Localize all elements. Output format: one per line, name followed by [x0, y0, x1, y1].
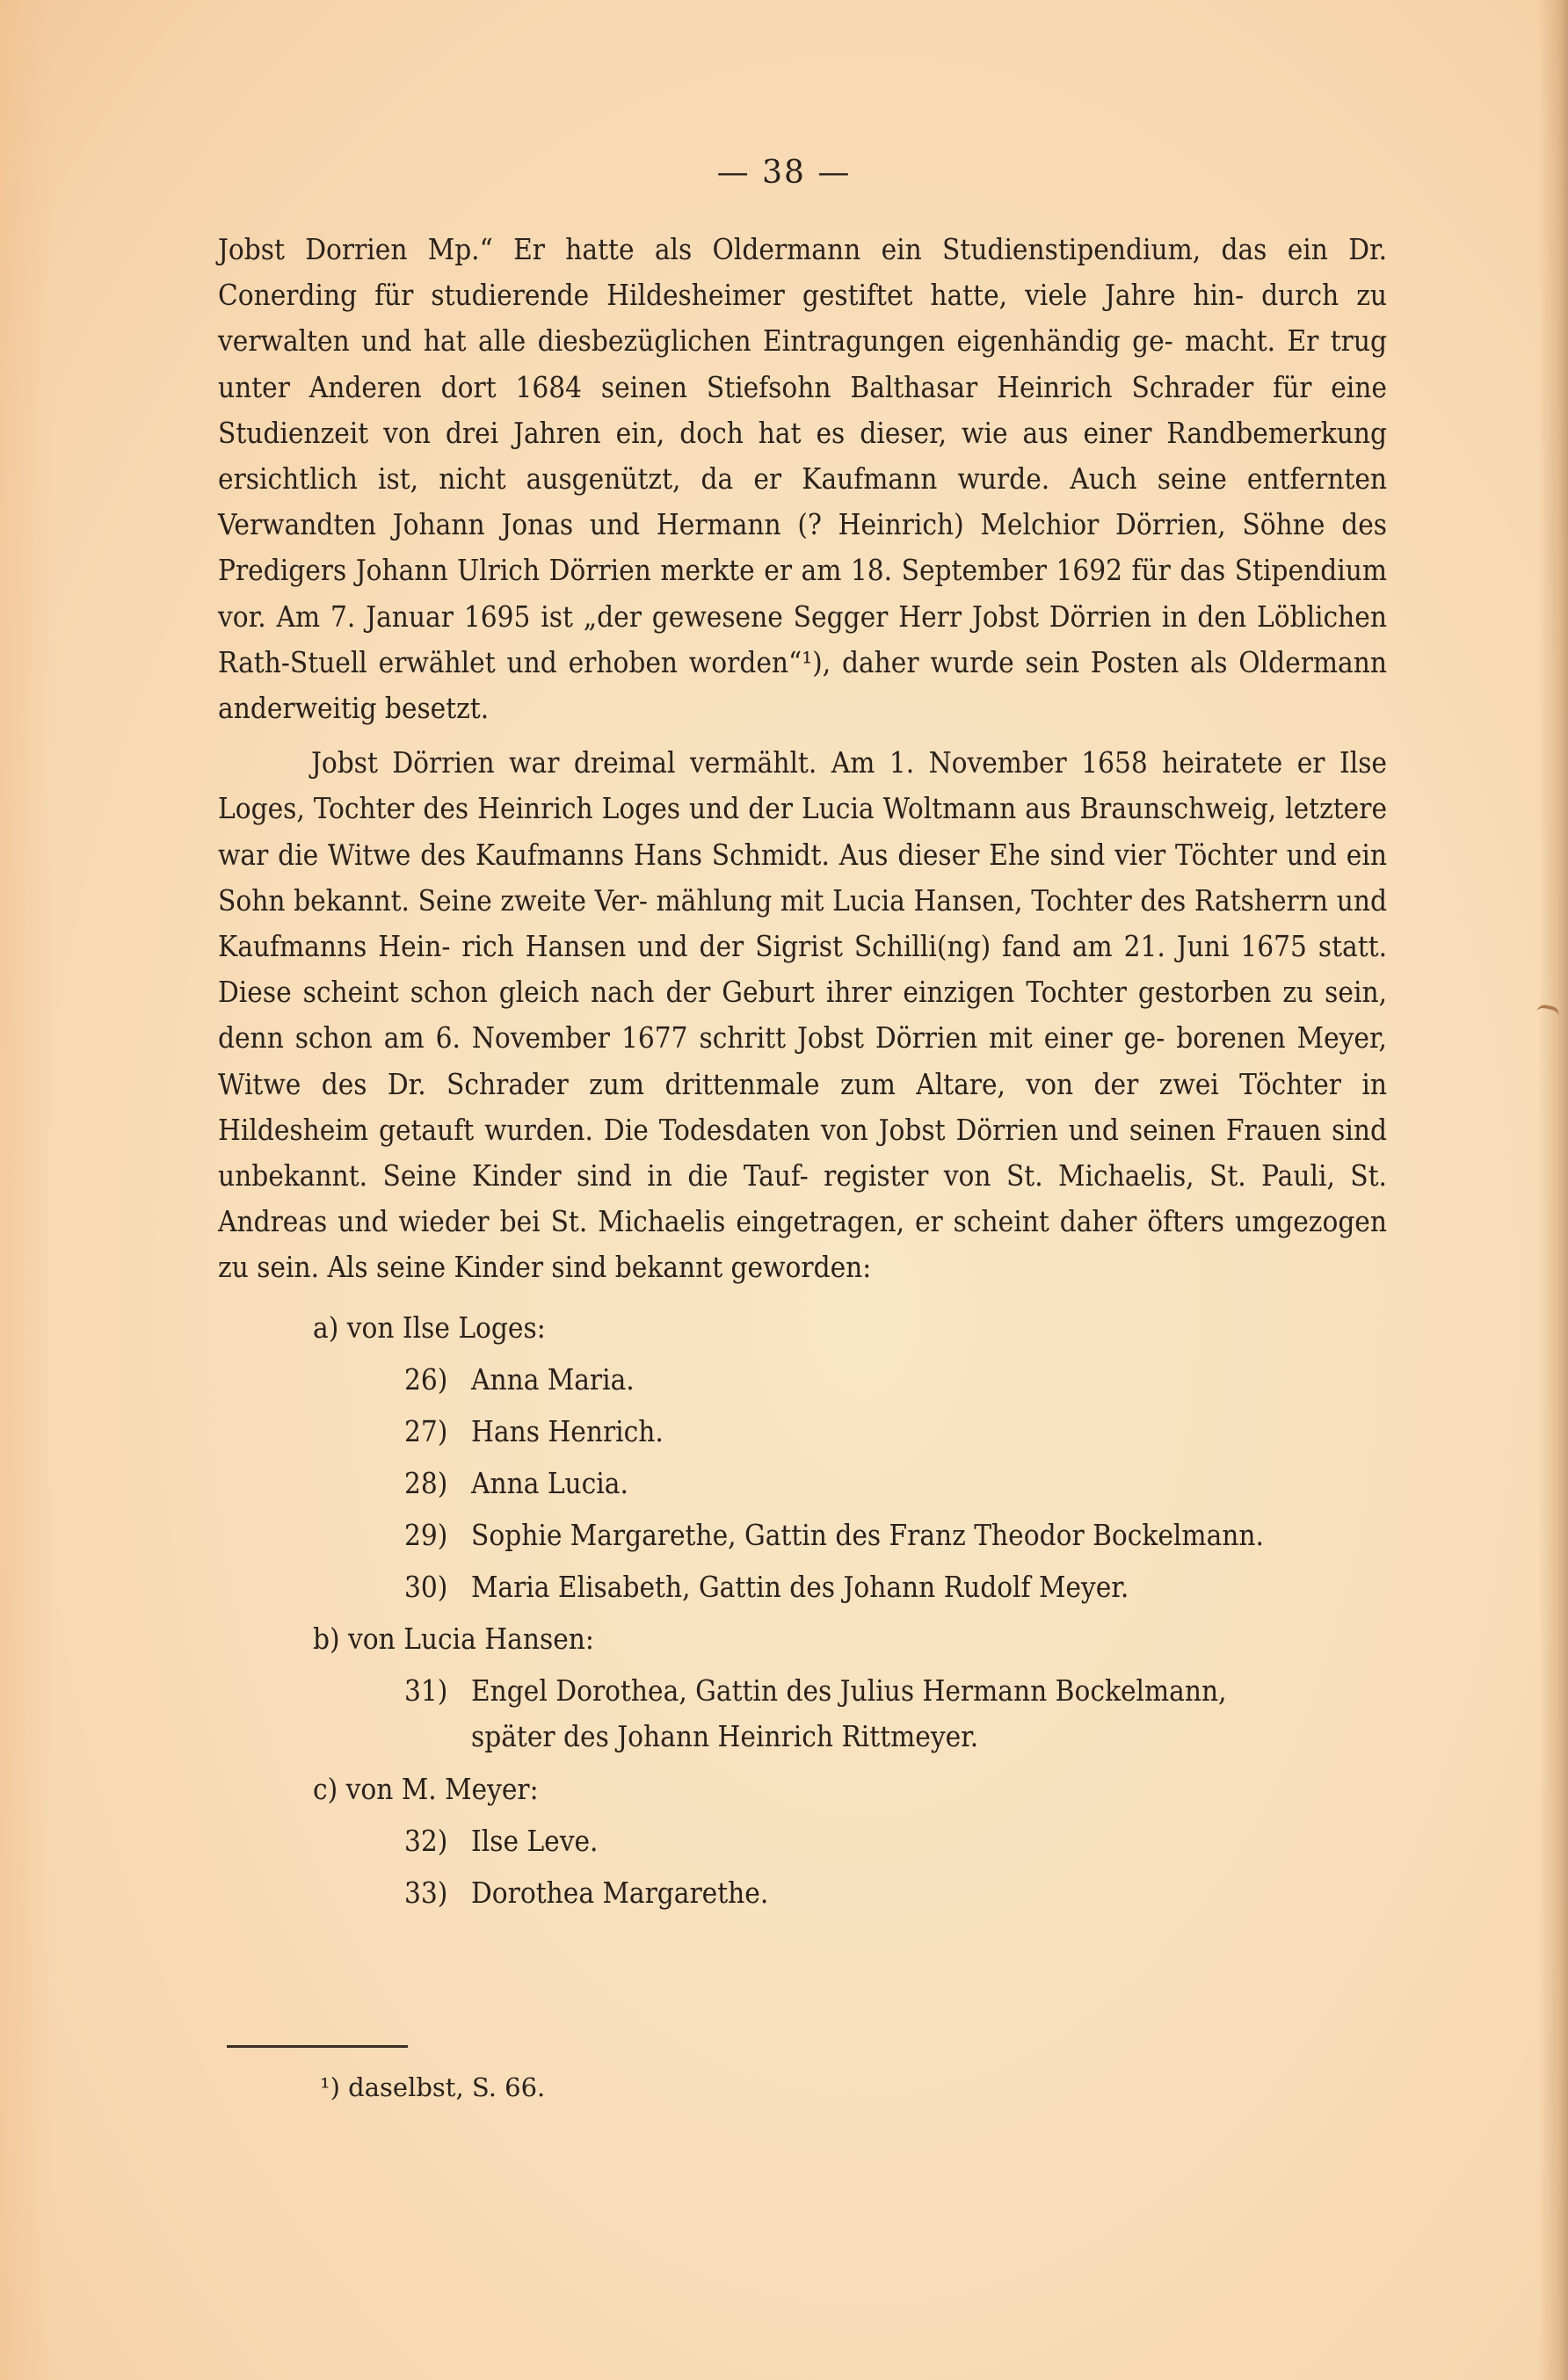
text-line: eingetragen, er scheint daher öfters umgezogen zu sein. Als seine Kinder sind: [218, 1204, 1388, 1285]
page-left-shadow: [0, 0, 53, 2380]
item-number: 33): [404, 1876, 448, 1911]
list-item: [404, 1870, 1387, 1922]
item-text: Anna Lucia.: [471, 1465, 628, 1500]
list-item: [404, 1357, 1387, 1409]
text-line: bekannt geworden:: [614, 1250, 872, 1285]
list-item: [404, 1668, 1387, 1760]
text-line: Dr. Conerding für studierende Hildesheimer gestiftet hatte, viele Jahre hin-: [218, 232, 1387, 313]
item-number: 29): [404, 1517, 448, 1552]
item-text: Dorothea Margarethe.: [471, 1876, 769, 1911]
list-item: [404, 1564, 1387, 1616]
list-item: [404, 1409, 1387, 1461]
text-line: borenen Meyer, Witwe des Dr. Schrader zum drittenmale zum Altare,: [218, 1020, 1387, 1101]
body-text: [218, 227, 1387, 1922]
footnote-text: daselbst, S. 66.: [348, 2072, 546, 2102]
item-text: Maria Elisabeth, Gattin des Johann Rudolf Meyer.: [471, 1569, 1129, 1604]
item-text: Ilse Leve.: [471, 1824, 599, 1859]
children-list: [218, 1305, 1387, 1922]
item-text: Sophie Margarethe, Gattin des Franz Theodor Bockelmann.: [471, 1517, 1264, 1552]
spacer: [218, 1760, 1387, 1767]
group-label-a: a) von Ilse Loges:: [313, 1310, 546, 1345]
group-label-b: b) von Lucia Hansen:: [313, 1621, 594, 1656]
item-text: Anna Maria.: [471, 1361, 635, 1397]
item-number: 27): [404, 1413, 448, 1448]
item-number: 28): [404, 1465, 448, 1500]
text-line: von der zwei Töchter in Hildesheim getauft wurden. Die Todesdaten von Jobst: [218, 1066, 1387, 1147]
text-line: Posten als Oldermann anderweitig besetzt.: [218, 644, 1387, 726]
paragraph-1: [218, 227, 1387, 731]
group-label-c: c) von M. Meyer:: [313, 1772, 539, 1807]
list-item: [404, 1513, 1387, 1564]
text-line: Jobst Dörrien war dreimal vermählt. Am 1. November 1658 heiratete: [311, 745, 1283, 780]
text-line: Ulrich Dörrien merkte er am 18. September 1692 für das Stipendium: [457, 553, 1387, 588]
text-line: durch zu verwalten und hat alle diesbezüglichen Eintragungen eigenhändig ge-: [218, 278, 1387, 359]
item-number: 31): [404, 1673, 448, 1708]
text-line: dieser, wie aus einer Randbemerkung ersichtlich ist, nicht ausgenützt, da er: [218, 415, 1387, 497]
text-line: Kaufmann wurde. Auch seine entfernten Verwandten Johann Jonas und: [218, 461, 1388, 542]
text-line: er Ilse Loges, Tochter des Heinrich Loges und der Lucia Woltmann: [218, 745, 1387, 826]
text-line: Jobst Dorrien Mp.“ Er hatte als Oldermann ein Studienstipendium, das ein: [218, 232, 1328, 266]
text-line: Diese scheint schon gleich nach der Geburt ihrer einzigen Tochter gestorben zu: [218, 975, 1314, 1010]
item-body: [471, 1668, 1227, 1760]
text-line: Heinrich Schrader für eine Studienzeit von drei Jahren ein, doch hat es: [218, 369, 1387, 450]
footnote-divider: [227, 2045, 408, 2048]
text-line: den Löblichen Rath-Stuell erwählet und erhoben worden“¹), daher wurde sein: [218, 599, 1387, 679]
text-line: mählung mit Lucia Hansen, Tochter des Ratsherrn und Kaufmanns Hein-: [218, 882, 1387, 964]
text-line: rich Hansen und der Sigrist Schilli(ng) fand am 21. Juni 1675 statt.: [461, 929, 1387, 964]
text-line: aus Braunschweig, letztere war die Witwe des Kaufmanns Hans Schmidt.: [218, 791, 1388, 872]
text-line: Hermann (? Heinrich) Melchior Dörrien, Söhne des Predigers Johann: [218, 507, 1387, 588]
footnote-marker: ¹): [320, 2072, 340, 2102]
text-line: register von St. Michaelis, St. Pauli, St. Andreas und wieder bei St. Michaelis: [218, 1158, 1387, 1239]
paragraph-2: [218, 740, 1387, 1290]
item-text-continuation: später des Johann Heinrich Rittmeyer.: [471, 1718, 979, 1753]
footnote: [320, 2072, 545, 2102]
list-item: [404, 1818, 1387, 1870]
item-text: Engel Dorothea, Gattin des Julius Hermann Bockelmann,: [471, 1673, 1227, 1708]
text-line: macht. Er trug unter Anderen dort 1684 seinen Stiefsohn Balthasar: [218, 323, 1387, 404]
item-number: 30): [404, 1569, 448, 1604]
text-line: sein, denn schon am 6. November 1677 schritt Jobst Dörrien mit einer ge-: [218, 975, 1387, 1056]
text-line: Dörrien und seinen Frauen sind unbekannt. Seine Kinder sind in die Tauf-: [218, 1112, 1387, 1194]
page-number: — 38 —: [716, 155, 852, 191]
text-line: vor. Am 7. Januar 1695 ist „der gewesene Segger Herr Jobst Dörrien in: [218, 599, 1187, 634]
item-number: 26): [404, 1361, 448, 1397]
item-number: 32): [404, 1824, 448, 1859]
item-text: Hans Henrich.: [471, 1413, 664, 1448]
page-right-edge: [1538, 0, 1568, 2380]
list-item: [404, 1461, 1387, 1513]
text-line: Aus dieser Ehe sind vier Töchter und ein Sohn bekannt. Seine zweite Ver-: [218, 837, 1387, 918]
